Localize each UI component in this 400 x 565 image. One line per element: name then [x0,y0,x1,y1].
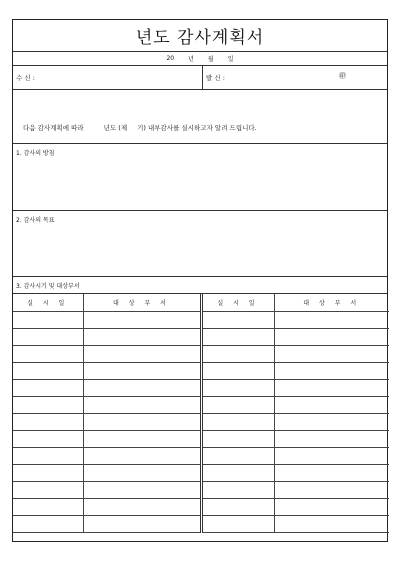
address-row [13,66,387,90]
date-cell[interactable] [13,447,83,464]
table-row [13,430,389,447]
date-cell[interactable] [13,345,83,362]
sender-label: 발 신 : [206,74,225,82]
dept-cell[interactable] [274,515,389,532]
dept-cell[interactable] [83,498,201,515]
date-cell[interactable] [13,464,83,481]
date-cell[interactable] [13,379,83,396]
audit-plan-form [12,19,388,542]
dept-cell[interactable] [274,447,389,464]
dept-cell[interactable] [83,481,201,498]
sender-cell [203,66,392,89]
date-cell[interactable] [201,498,274,515]
header-date-1: 실 시 일 [13,294,83,311]
section2-label: 2. 감사의 목표 [16,217,55,224]
dept-cell[interactable] [83,311,201,328]
recipient-label: 수 신 : [16,74,35,82]
table-row [13,362,389,379]
dept-cell[interactable] [274,498,389,515]
date-cell[interactable] [201,430,274,447]
section-audit-goal [13,211,387,277]
dept-cell[interactable] [83,515,201,532]
date-cell[interactable] [13,498,83,515]
dept-cell[interactable] [83,345,201,362]
date-cell[interactable] [201,345,274,362]
table-row [13,311,389,328]
dept-cell[interactable] [83,447,201,464]
table-row [13,396,389,413]
table-row [13,379,389,396]
section3-label: 3. 감사시기 및 대상부서 [16,283,80,290]
date-cell[interactable] [13,413,83,430]
dept-cell[interactable] [83,396,201,413]
date-cell[interactable] [201,328,274,345]
date-cell[interactable] [201,396,274,413]
dept-cell[interactable] [274,481,389,498]
intro-part2: 년도 (제 [103,124,128,132]
header-date-2: 실 시 일 [201,294,274,311]
dept-cell[interactable] [83,430,201,447]
date-cell[interactable] [201,481,274,498]
section-audit-policy [13,144,387,211]
date-cell[interactable] [201,362,274,379]
seal-mark-icon: ㊞ [339,72,346,80]
form-title: 년도 감사계획서 [13,20,387,52]
table-row [13,498,389,515]
header-dept-2: 대 상 부 서 [274,294,389,311]
date-cell[interactable] [201,413,274,430]
table-header-row [13,294,389,311]
dept-cell[interactable] [274,311,389,328]
schedule-table-wrap [13,294,387,543]
table-row [13,447,389,464]
dept-cell[interactable] [274,379,389,396]
schedule-table [13,294,389,533]
recipient-cell [13,66,203,89]
day-unit: 일 [227,56,234,63]
dept-cell[interactable] [274,328,389,345]
date-cell[interactable] [201,311,274,328]
date-cell[interactable] [13,396,83,413]
date-cell[interactable] [13,362,83,379]
dept-cell[interactable] [274,345,389,362]
intro-part3: 기) 내부감사를 실시하고자 알려 드립니다. [137,124,257,132]
date-cell[interactable] [201,515,274,532]
dept-cell[interactable] [274,396,389,413]
month-unit: 월 [207,56,214,63]
date-cell[interactable] [201,379,274,396]
table-row [13,481,389,498]
date-cell[interactable] [13,515,83,532]
table-row [13,413,389,430]
date-cell[interactable] [201,464,274,481]
intro-part1: 다음 감사계획에 따라 [23,124,84,132]
dept-cell[interactable] [83,328,201,345]
date-cell[interactable] [13,430,83,447]
dept-cell[interactable] [83,413,201,430]
header-dept-1: 대 상 부 서 [83,294,201,311]
table-row [13,464,389,481]
section-schedule [13,277,387,294]
dept-cell[interactable] [83,379,201,396]
intro-statement [13,90,387,144]
dept-cell[interactable] [274,362,389,379]
date-cell[interactable] [201,447,274,464]
dept-cell[interactable] [274,430,389,447]
table-row [13,515,389,532]
dept-cell[interactable] [83,362,201,379]
date-cell[interactable] [13,311,83,328]
year-prefix: 20 [166,55,175,62]
dept-cell[interactable] [83,464,201,481]
table-row [13,328,389,345]
dept-cell[interactable] [274,413,389,430]
date-cell[interactable] [13,328,83,345]
date-cell[interactable] [13,481,83,498]
year-unit: 년 [188,56,194,63]
dept-cell[interactable] [274,464,389,481]
table-row [13,345,389,362]
section1-label: 1. 감사의 방침 [16,150,55,157]
date-line [13,52,387,66]
